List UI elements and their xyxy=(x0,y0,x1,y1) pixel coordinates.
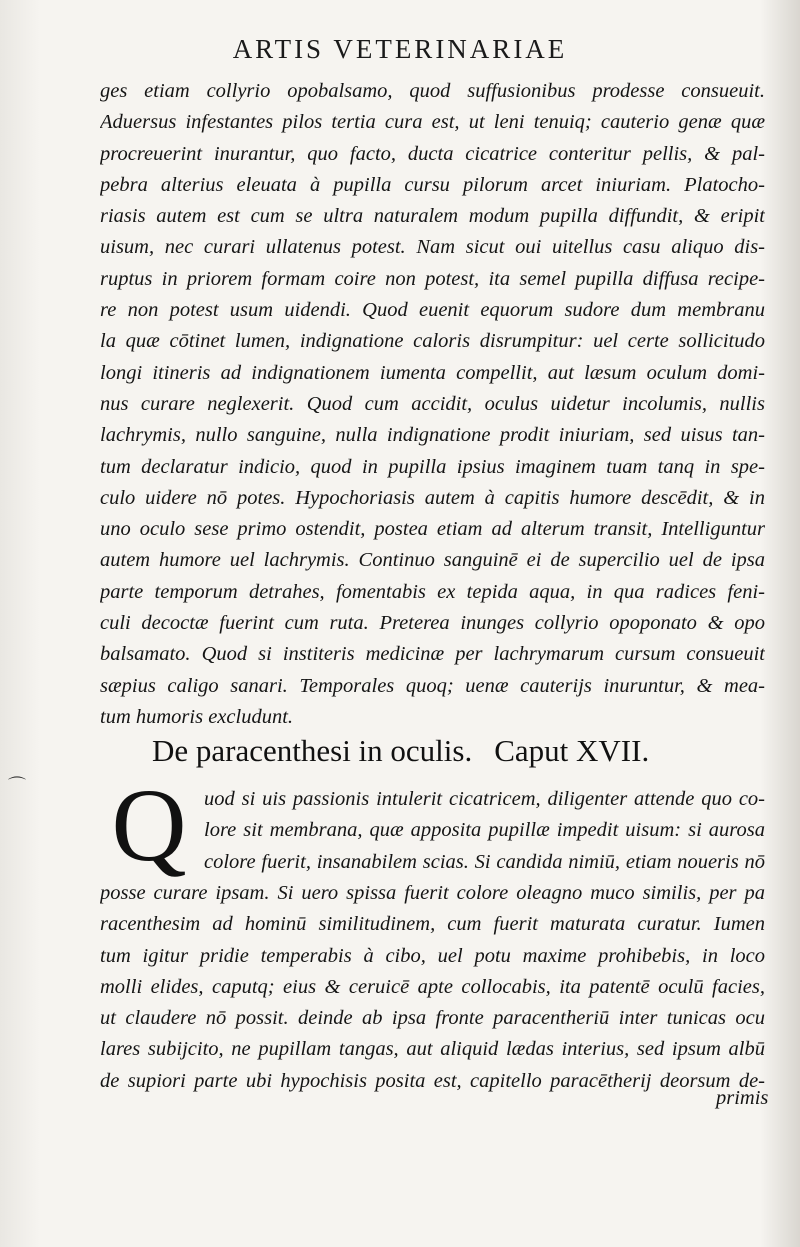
text-line: longi itineris ad indignationem iumenta compellit, aut læsum oculum domi- xyxy=(100,361,765,384)
chapter-heading xyxy=(152,733,752,769)
margin-mark: ⌒ xyxy=(8,776,26,797)
text-line: lachrymis, nullo sanguine, nulla indignatione prodit iniuriam, sed uisus tan- xyxy=(100,424,765,447)
text-line: tum humoris excludunt. xyxy=(100,705,294,728)
text-line: culi decoctæ fuerint cum ruta. Preterea inunges collyrio opoponato & opo xyxy=(100,612,765,635)
text-line: lore sit membrana, quæ apposita pupillæ impedit uisum: si aurosa xyxy=(204,819,765,842)
text-line: procreuerint inurantur, quo facto, ducta cicatrice conteritur pellis, & pal- xyxy=(100,142,765,165)
text-line: autem humore uel lachrymis. Continuo sanguinē ei de supercilio uel de ipsa xyxy=(100,549,765,572)
text-line: molli elides, caputq; eius & ceruicē apte collocabis, ita patentē oculū facies, xyxy=(100,975,765,998)
text-line: racenthesim ad hominū similitudinem, cum fuerit maturata curatur. Iumen xyxy=(100,913,765,936)
text-line: Aduersus infestantes pilos tertia cura est, ut leni tenuiq; cauterio genæ quæ xyxy=(100,111,765,134)
text-line: la quæ cōtinet lumen, indignatione caloris disrumpitur: uel certe sollicitudo xyxy=(100,330,765,353)
text-block-indented xyxy=(204,784,765,878)
text-line: lares subijcito, ne pupillam tangas, aut aliquid lædas interius, sed ipsum albū xyxy=(100,1038,765,1061)
chapter-number: Caput XVII. xyxy=(494,733,650,768)
text-line: parte temporum detrahes, fomentabis ex tepida aqua, in qua radices feni- xyxy=(100,580,765,603)
running-head: ARTIS VETERINARIAE xyxy=(232,34,568,64)
text-line: de supiori parte ubi hypochisis posita est, capitello paracētherij deorsum de- xyxy=(100,1069,765,1092)
text-line: ges etiam collyrio opobalsamo, quod suffusionibus prodesse consueuit. xyxy=(100,80,765,102)
text-line: balsamato. Quod si institeris medicinæ per lachrymarum cursum consueuit xyxy=(100,643,765,666)
text-line: tum igitur pridie temperabis à cibo, uel potu maxime prohibebis, in loco xyxy=(100,944,765,967)
text-line: ut claudere nō possit. deinde ab ipsa fronte paracentheriū inter tunicas ocu xyxy=(100,1007,765,1030)
text-line: uod si uis passionis intulerit cicatricem, diligenter attende quo co- xyxy=(204,788,765,810)
text-line: re non potest usum uidendi. Quod euenit equorum sudore dum membranu xyxy=(100,299,765,322)
text-line: sæpius caligo sanari. Temporales quoq; uenæ cauterijs inuruntur, & mea- xyxy=(100,674,765,697)
text-line: nus curare neglexerit. Quod cum accidit, oculus uidetur incolumis, nullis xyxy=(100,392,765,415)
text-line: colore fuerit, insanabilem scias. Si candida nimiū, etiam noueris nō xyxy=(204,850,765,873)
text-line: culo uidere nō potes. Hypochoriasis autem à capitis humore descēdit, & in xyxy=(100,486,765,509)
text-line: pebra alterius eleuata à pupilla cursu pilorum arcet iniuriam. Platocho- xyxy=(100,173,765,196)
text-line: riasis autem est cum se ultra naturalem modum pupilla diffundit, & eripit xyxy=(100,205,765,228)
text-block-first xyxy=(100,76,765,733)
text-line: uno oculo sese primo ostendit, postea etiam ad alterum transit, Intelliguntur xyxy=(100,518,765,541)
drop-cap-initial: Q xyxy=(111,768,187,883)
chapter-title: De paracenthesi in oculis. xyxy=(152,733,473,768)
text-block-second xyxy=(100,878,765,1097)
text-line: posse curare ipsam. Si uero spissa fuerit colore oleagno muco similis, per pa xyxy=(100,882,765,904)
catchword: primis xyxy=(716,1087,769,1109)
text-line: uisum, nec curari ullatenus potest. Nam sicut oui uitellus casu aliquo dis- xyxy=(100,236,765,259)
text-line: tum declaratur indicio, quod in pupilla ipsius imaginem tuam tanq in spe- xyxy=(100,455,765,478)
text-line: ruptus in priorem formam coire non potest, ita semel pupilla diffusa recipe- xyxy=(100,267,765,290)
